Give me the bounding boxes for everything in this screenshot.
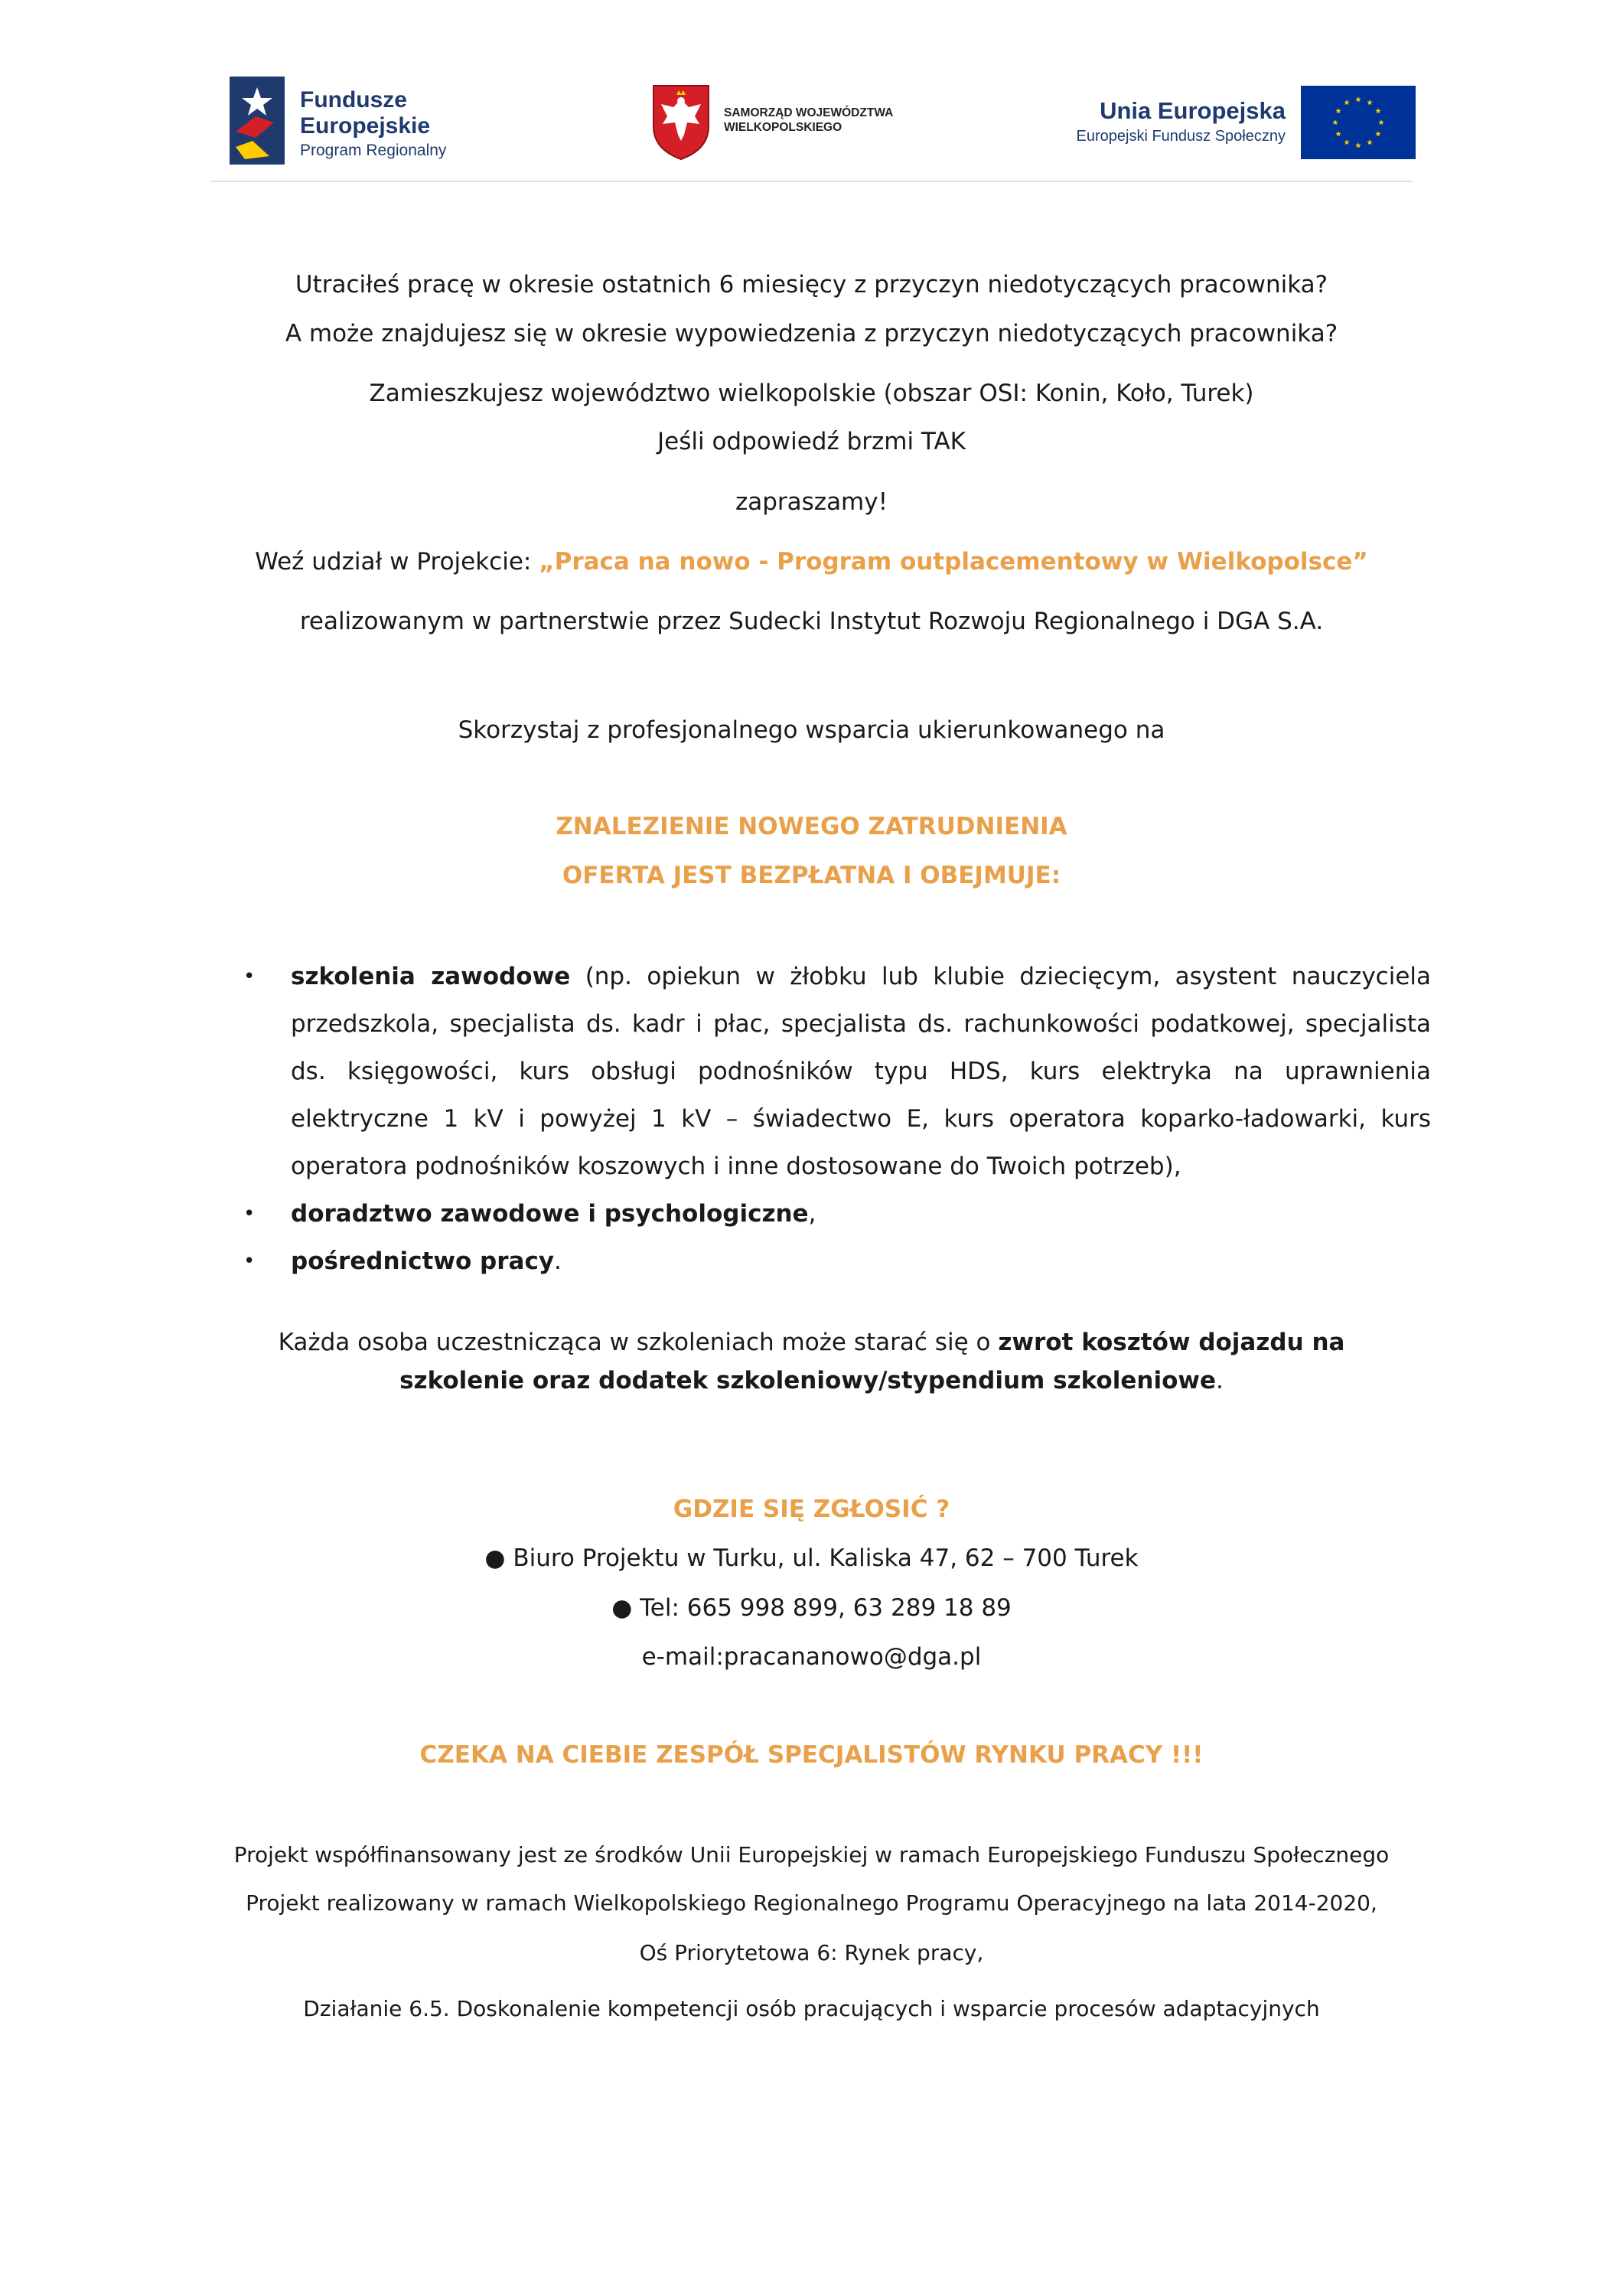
reimbursement-line-1	[0, 1326, 1623, 1359]
bullet-dot-icon: •	[243, 1202, 256, 1225]
bullet-dot-icon: •	[243, 1250, 256, 1273]
fe-star-emblem-icon	[230, 77, 291, 165]
intro-answer-prompt: Jeśli odpowiedź brzmi TAK	[657, 428, 966, 455]
offer-list	[237, 953, 1431, 1285]
support-line: Skorzystaj z profesjonalnego wsparcia ukierunkowanego na	[458, 716, 1165, 744]
bullet-2-text: ,	[808, 1200, 816, 1228]
contact-email[interactable]: e-mail:pracananowo@dga.pl	[641, 1643, 982, 1671]
samorzad-wojewodztwa-logo	[650, 84, 926, 161]
footer-action: Działanie 6.5. Doskonalenie kompetencji osób pracujących i wsparcie procesów adaptacyjnych	[303, 1996, 1320, 2021]
eagle-coat-of-arms-icon	[650, 84, 712, 161]
project-line	[0, 545, 1623, 579]
project-partners: realizowanym w partnerstwie przez Sudecki Instytut Rozwoju Regionalnego i DGA S.A.	[299, 608, 1324, 635]
intro-question-1: Utraciłeś pracę w okresie ostatnich 6 miesięcy z przyczyn niedotyczących pracownika?	[295, 271, 1328, 298]
bullet-3-bold: pośrednictwo pracy	[291, 1247, 555, 1275]
intro-invite: zapraszamy!	[735, 488, 888, 516]
footer-cofinancing: Projekt współfinansowany jest ze środków Unii Europejskiej w ramach Europejskiego Funduszu Społecznego	[233, 1842, 1390, 1867]
unia-europejska-logo	[1033, 86, 1416, 162]
fe-line2: Europejskie	[300, 113, 431, 139]
reimbursement-suffix: .	[1216, 1367, 1224, 1394]
bullet-dot-icon: •	[243, 965, 256, 988]
contact-address: ● Biuro Projektu w Turku, ul. Kaliska 47, 62 – 700 Turek	[484, 1544, 1139, 1572]
list-item	[237, 953, 1431, 1190]
bullet-1-text: (np. opiekun w żłobku lub klubie dziecięcym, asystent nauczyciela przedszkola, specjalista ds. kadr i płac, specjalista ds. rachunkowości podatkowej, specjalista ds. księgowości, kurs obsługi podnośników typu HDS, kurs elektryka na uprawnienia elektryczne 1 kV i powyżej 1 kV – świadectwo E, kurs operatora koparko-ładowarki, kurs operatora podnośników koszowych i inne dostosowane do Twoich potrzeb),	[291, 963, 1432, 1180]
fundusze-europejskie-logo	[230, 77, 474, 168]
list-item	[237, 1238, 1431, 1285]
team-tagline: CZEKA NA CIEBIE ZESPÓŁ SPECJALISTÓW RYNKU PRACY !!!	[419, 1741, 1204, 1769]
list-item	[237, 1190, 1431, 1238]
reimbursement-line-2	[0, 1364, 1623, 1397]
reimbursement-bold-2: szkolenie oraz dodatek szkoleniowy/stypendium szkoleniowe	[399, 1367, 1217, 1394]
bullet-2-bold: doradztwo zawodowe i psychologiczne	[291, 1200, 809, 1228]
intro-question-3: Zamieszkujesz województwo wielkopolskie (obszar OSI: Konin, Koło, Turek)	[369, 380, 1254, 407]
header-divider	[210, 181, 1412, 182]
sw-line1: SAMORZĄD WOJEWÓDZTWA	[724, 106, 894, 119]
heading-new-job: ZNALEZIENIE NOWEGO ZATRUDNIENIA	[556, 813, 1067, 840]
fe-line3: Program Regionalny	[300, 142, 447, 159]
ue-line1: Unia Europejska	[1100, 97, 1286, 124]
heading-offer-free: OFERTA JEST BEZPŁATNA I OBEJMUJE:	[562, 862, 1061, 889]
intro-question-2: A może znajdujesz się w okresie wypowiedzenia z przyczyn niedotyczących pracownika?	[285, 320, 1338, 347]
fe-line1: Fundusze	[300, 87, 407, 113]
bullet-1-bold: szkolenia zawodowe	[291, 963, 571, 990]
ue-line2: Europejski Fundusz Społeczny	[1076, 128, 1286, 145]
contact-phone: ● Tel: 665 998 899, 63 289 18 89	[611, 1594, 1012, 1622]
contact-heading: GDZIE SIĘ ZGŁOSIĆ ?	[673, 1495, 950, 1523]
eu-flag-icon	[1301, 86, 1416, 159]
project-name: „Praca na nowo - Program outplacementowy w Wielkopolsce”	[539, 548, 1368, 576]
footer-priority-axis: Oś Priorytetowa 6: Rynek pracy,	[639, 1940, 984, 1965]
reimbursement-prefix: Każda osoba uczestnicząca w szkoleniach może starać się o	[278, 1329, 999, 1356]
bullet-3-text: .	[554, 1247, 562, 1275]
project-prefix: Weź udział w Projekcie:	[255, 548, 539, 576]
sw-line2: WIELKOPOLSKIEGO	[724, 121, 842, 134]
footer-program: Projekt realizowany w ramach Wielkopolskiego Regionalnego Programu Operacyjnego na lata 2014-2020,	[246, 1890, 1377, 1916]
reimbursement-bold-1: zwrot kosztów dojazdu na	[998, 1329, 1345, 1356]
